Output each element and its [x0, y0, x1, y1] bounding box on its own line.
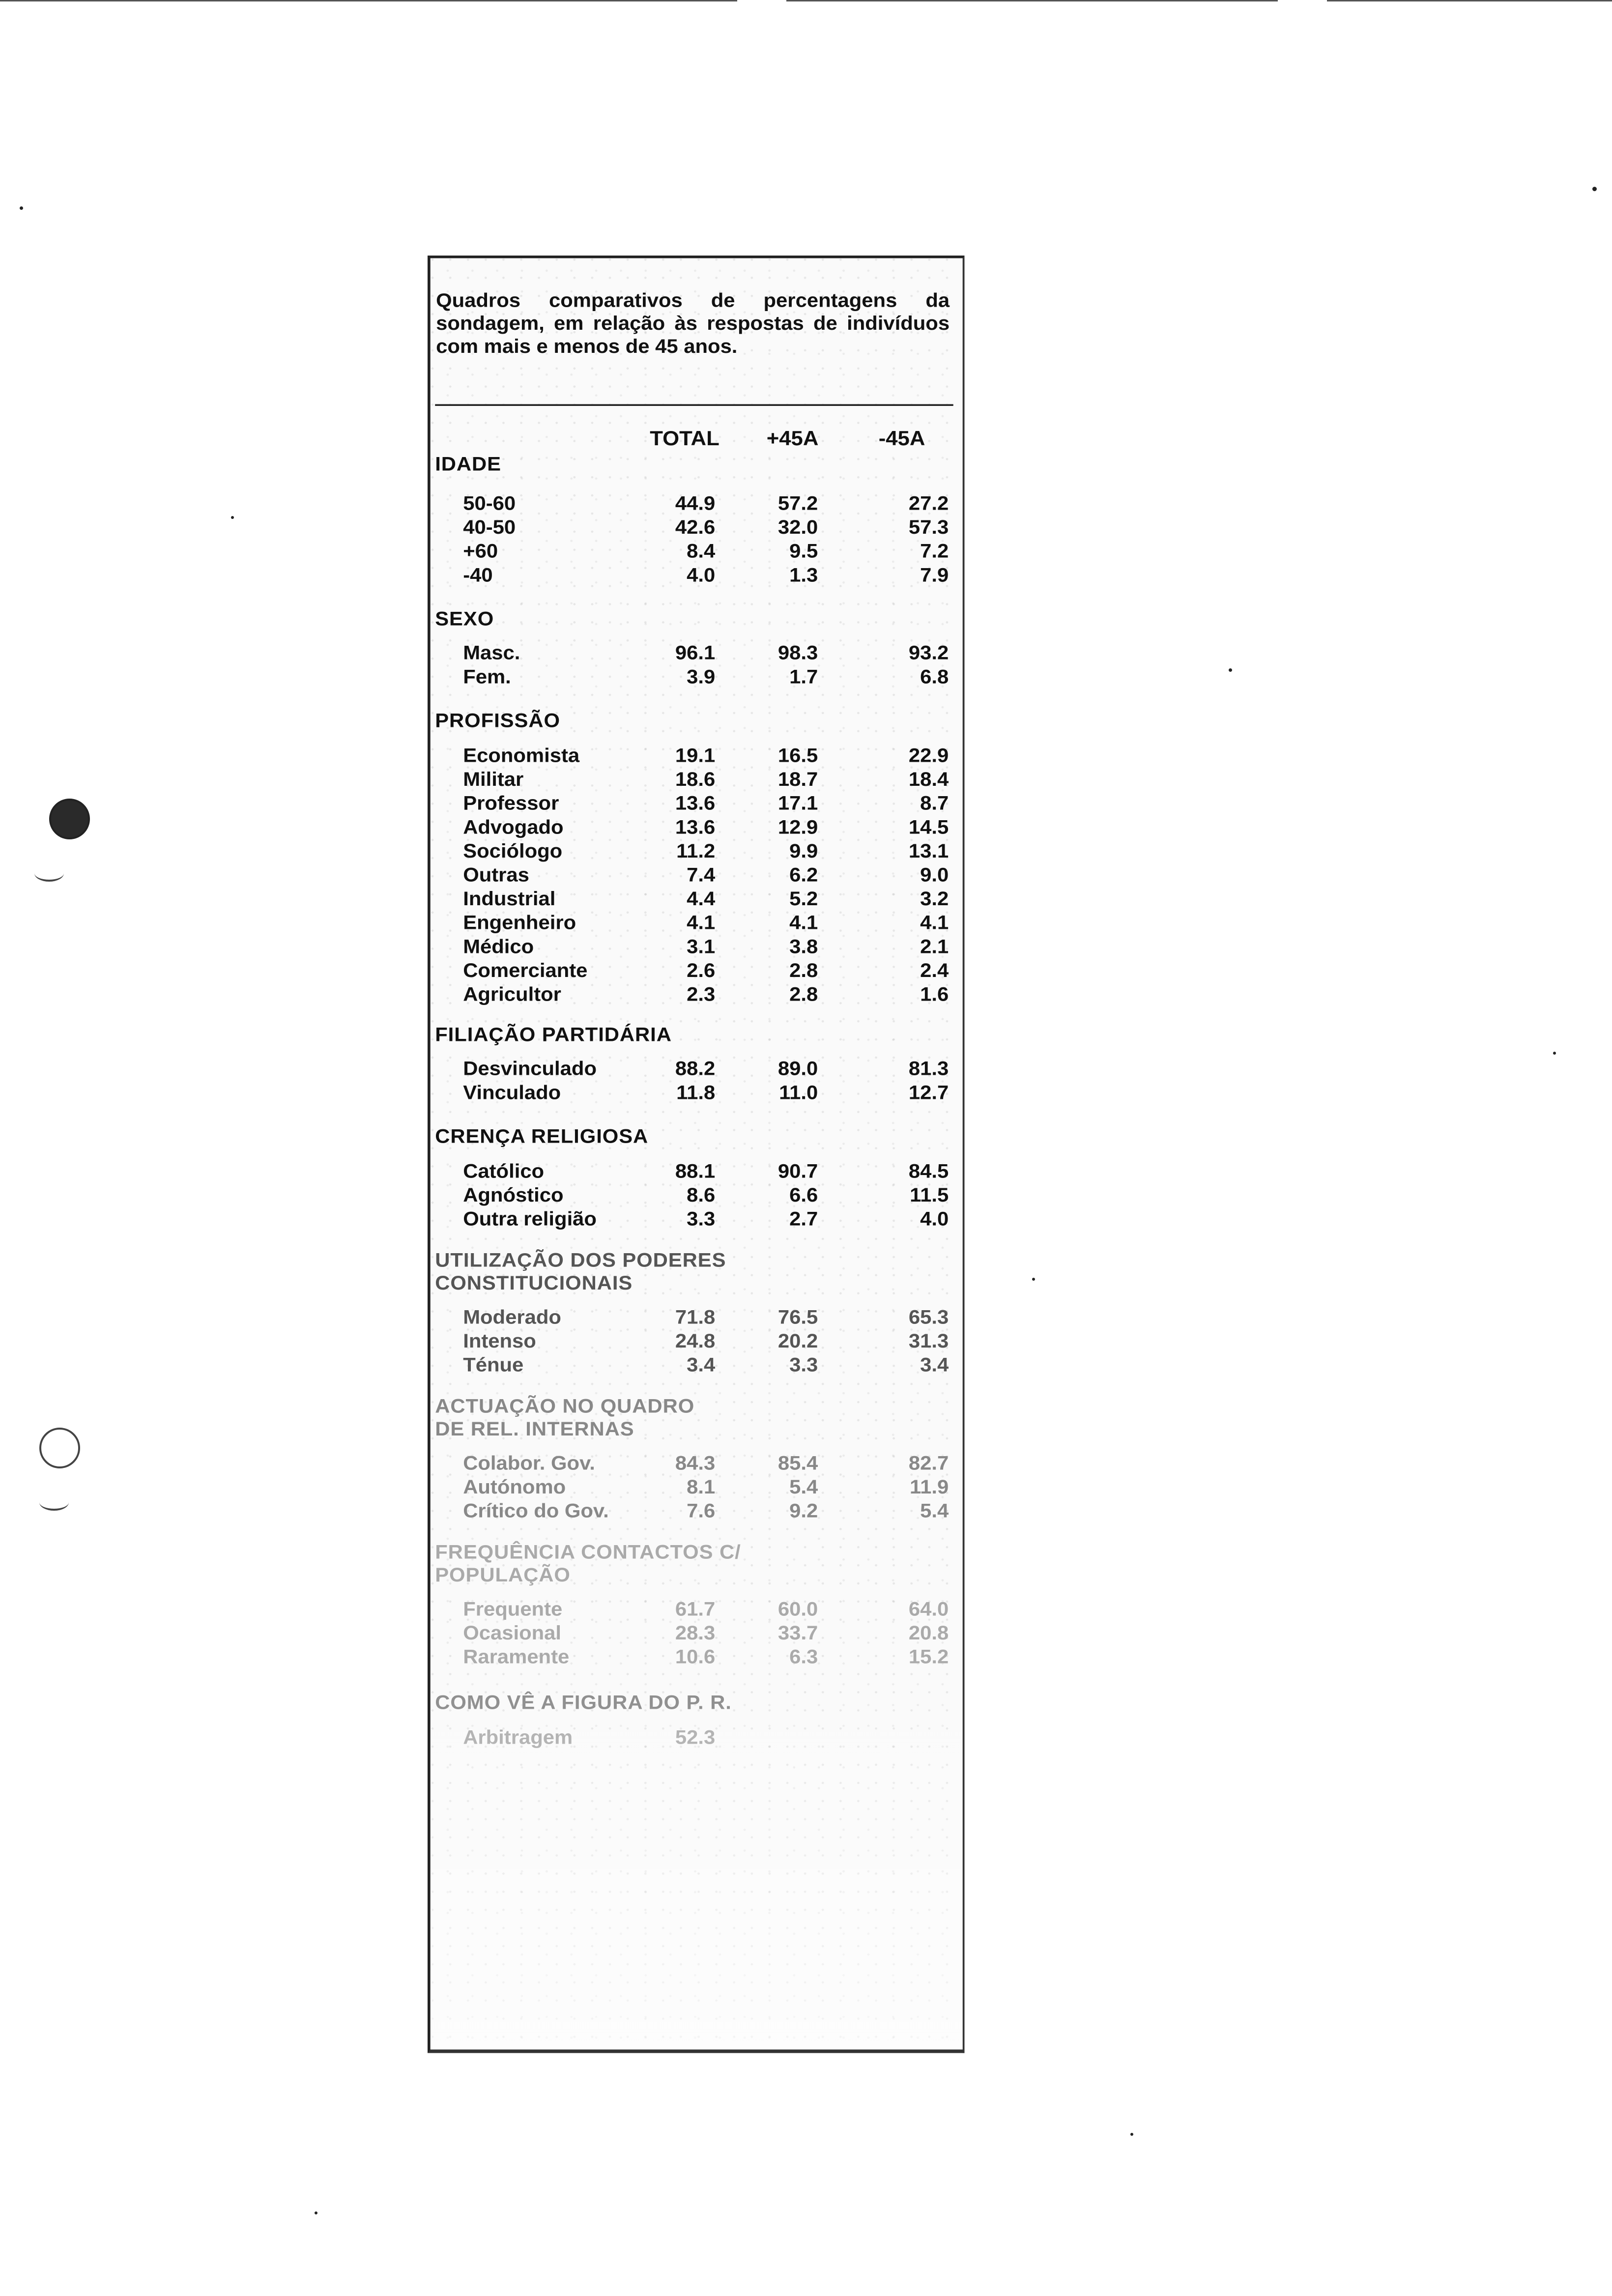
value-plus45: 85.4 [777, 1452, 818, 1474]
value-plus45: 76.5 [777, 1306, 818, 1328]
row-label: Ténue [463, 1354, 524, 1376]
value-plus45: 90.7 [777, 1160, 818, 1182]
section-title-sexo: SEXO [435, 608, 494, 630]
value-total: 42.6 [675, 517, 716, 539]
section-title-filiacao: FILIAÇÃO PARTIDÁRIA [435, 1024, 672, 1046]
row-label: Moderado [463, 1306, 561, 1328]
value-minus45: 5.4 [920, 1500, 949, 1522]
value-total: 8.1 [687, 1476, 716, 1498]
value-total: 11.8 [676, 1082, 716, 1104]
value-minus45: 18.4 [908, 769, 949, 791]
value-minus45: 82.7 [908, 1452, 949, 1474]
table-row [431, 960, 958, 984]
value-total: 7.4 [687, 864, 716, 886]
value-minus45: 12.7 [908, 1082, 949, 1104]
value-total: 44.9 [675, 492, 716, 515]
value-minus45: 22.9 [908, 745, 949, 767]
section-title-idade: IDADE [435, 453, 502, 475]
row-label: Economista [463, 745, 580, 767]
value-total: 71.8 [675, 1306, 716, 1328]
table-row [431, 793, 958, 817]
row-label: Frequente [463, 1598, 563, 1620]
value-minus45: 1.6 [920, 983, 949, 1005]
value-total: 24.8 [675, 1330, 716, 1352]
value-minus45: 13.1 [908, 840, 949, 862]
value-plus45: 16.5 [777, 745, 818, 767]
row-label: Crítico do Gov. [463, 1500, 609, 1522]
value-minus45: 31.3 [908, 1330, 949, 1352]
table-row [431, 1160, 958, 1184]
table-row [431, 492, 958, 517]
value-minus45: 11.9 [910, 1476, 949, 1498]
value-total: 8.6 [687, 1184, 716, 1206]
row-label: Autónomo [463, 1476, 566, 1498]
table-row [431, 1598, 958, 1622]
row-label: Advogado [463, 816, 564, 838]
punch-hole-bottom-icon [39, 1428, 80, 1468]
value-plus45: 1.3 [789, 564, 818, 586]
row-label: -40 [463, 564, 493, 586]
value-plus45: 20.2 [777, 1330, 818, 1352]
value-plus45: 3.3 [789, 1354, 818, 1376]
table-row [431, 840, 958, 864]
value-total: 10.6 [675, 1646, 716, 1668]
value-total: 3.9 [687, 666, 716, 688]
value-plus45: 2.8 [789, 983, 818, 1005]
table-row [431, 1500, 958, 1524]
value-total: 4.4 [687, 888, 716, 910]
value-total: 3.1 [687, 936, 716, 958]
table-row [431, 1208, 958, 1233]
value-plus45: 6.3 [789, 1646, 818, 1668]
value-minus45: 93.2 [908, 642, 949, 664]
table-row [431, 541, 958, 565]
value-plus45: 57.2 [777, 492, 818, 515]
hole-bracket-icon [39, 1494, 69, 1511]
value-plus45: 9.2 [789, 1500, 818, 1522]
table-row [431, 816, 958, 840]
table-row [431, 912, 958, 936]
section-title-frequencia: FREQUÊNCIA CONTACTOS C/ POPULAÇÃO [435, 1541, 741, 1586]
value-total: 61.7 [675, 1598, 716, 1620]
value-plus45: 89.0 [777, 1058, 818, 1080]
section-title-actuacao: ACTUAÇÃO NO QUADRO DE REL. INTERNAS [435, 1395, 695, 1440]
speck [1130, 2133, 1133, 2136]
value-plus45: 1.7 [789, 666, 818, 688]
value-total: 52.3 [675, 1726, 716, 1749]
intro-text: Quadros comparativos de percentagens da sondagem, em relação às respostas de indivíduos com mais e menos de 45 anos. [436, 289, 950, 357]
value-plus45: 17.1 [777, 792, 818, 814]
row-label: +60 [463, 540, 498, 562]
value-minus45: 6.8 [920, 666, 949, 688]
row-label: Intenso [463, 1330, 536, 1352]
value-plus45: 5.4 [789, 1476, 818, 1498]
table-row [431, 888, 958, 912]
value-minus45: 3.2 [920, 888, 949, 910]
table-row [431, 1646, 958, 1670]
value-total: 2.3 [687, 983, 716, 1005]
row-label: Ocasional [463, 1622, 561, 1644]
top-border-line [0, 0, 1612, 3]
speck [20, 206, 23, 210]
table-row [431, 983, 958, 1007]
table-row [431, 1306, 958, 1330]
speck [1592, 187, 1597, 191]
table-row [431, 1184, 958, 1208]
section-title-crenca: CRENÇA RELIGIOSA [435, 1125, 649, 1148]
value-minus45: 2.1 [920, 936, 949, 958]
column-header-minus45: -45A [878, 427, 925, 450]
row-label: Comerciante [463, 959, 588, 981]
value-minus45: 7.9 [920, 564, 949, 586]
value-minus45: 57.3 [908, 517, 949, 539]
value-plus45: 9.9 [789, 840, 818, 862]
value-plus45: 4.1 [789, 912, 818, 934]
value-plus45: 33.7 [777, 1622, 818, 1644]
table-row [431, 564, 958, 588]
row-label: Fem. [463, 666, 511, 688]
value-minus45: 81.3 [908, 1058, 949, 1080]
value-plus45: 98.3 [777, 642, 818, 664]
row-label: Católico [463, 1160, 545, 1182]
row-label: Vinculado [463, 1082, 561, 1104]
row-label: 40-50 [463, 517, 516, 539]
value-minus45: 64.0 [908, 1598, 949, 1620]
value-minus45: 2.4 [920, 959, 949, 981]
row-label: Militar [463, 769, 524, 791]
table-row [431, 1622, 958, 1646]
table-row [431, 1476, 958, 1500]
row-label: Masc. [463, 642, 520, 664]
value-plus45: 6.2 [789, 864, 818, 886]
value-total: 13.6 [675, 792, 716, 814]
value-minus45: 65.3 [908, 1306, 949, 1328]
value-plus45: 3.8 [789, 936, 818, 958]
row-label: 50-60 [463, 492, 516, 515]
table-row [431, 1354, 958, 1378]
section-title-utilizacao: UTILIZAÇÃO DOS PODERES CONSTITUCIONAIS [435, 1249, 726, 1294]
row-label: Sociólogo [463, 840, 563, 862]
row-label: Outras [463, 864, 529, 886]
value-total: 28.3 [675, 1622, 716, 1644]
value-minus45: 15.2 [908, 1646, 949, 1668]
value-plus45: 2.8 [789, 959, 818, 981]
row-label: Professor [463, 792, 559, 814]
speck [1553, 1052, 1556, 1055]
row-label: Arbitragem [463, 1726, 573, 1749]
value-total: 18.6 [675, 769, 716, 791]
value-total: 88.2 [675, 1058, 716, 1080]
value-total: 4.0 [687, 564, 716, 586]
value-total: 3.3 [687, 1208, 716, 1230]
hole-bracket-icon [34, 865, 64, 882]
value-total: 88.1 [675, 1160, 716, 1182]
value-minus45: 9.0 [920, 864, 949, 886]
value-minus45: 4.1 [920, 912, 949, 934]
value-total: 11.2 [676, 840, 716, 862]
value-total: 13.6 [675, 816, 716, 838]
value-total: 2.6 [687, 959, 716, 981]
value-minus45: 3.4 [920, 1354, 949, 1376]
column-header-total: TOTAL [650, 427, 720, 450]
table-row [431, 864, 958, 888]
value-minus45: 8.7 [920, 792, 949, 814]
speck [231, 516, 234, 519]
newspaper-clipping [408, 216, 1047, 2035]
table-row [431, 936, 958, 960]
value-plus45: 6.6 [789, 1184, 818, 1206]
row-label: Industrial [463, 888, 556, 910]
value-total: 19.1 [675, 745, 716, 767]
row-label: Colabor. Gov. [463, 1452, 595, 1474]
row-label: Desvinculado [463, 1058, 597, 1080]
row-label: Raramente [463, 1646, 570, 1668]
value-minus45: 4.0 [920, 1208, 949, 1230]
table-row [431, 1452, 958, 1476]
row-label: Engenheiro [463, 912, 576, 934]
value-minus45: 7.2 [920, 540, 949, 562]
header-rule [435, 404, 953, 406]
value-plus45: 2.7 [789, 1208, 818, 1230]
speck [315, 2211, 317, 2214]
value-minus45: 14.5 [908, 816, 949, 838]
table-row [431, 1726, 958, 1751]
value-minus45: 20.8 [908, 1622, 949, 1644]
clipping-frame [428, 256, 965, 2053]
value-plus45: 32.0 [777, 517, 818, 539]
value-total: 96.1 [675, 642, 716, 664]
row-label: Agnóstico [463, 1184, 564, 1206]
value-plus45: 60.0 [777, 1598, 818, 1620]
value-total: 8.4 [687, 540, 716, 562]
row-label: Agricultor [463, 983, 561, 1005]
section-title-figura-pr: COMO VÊ A FIGURA DO P. R. [435, 1692, 732, 1714]
value-total: 4.1 [687, 912, 716, 934]
value-plus45: 12.9 [777, 816, 818, 838]
value-plus45: 18.7 [777, 769, 818, 791]
table-row [431, 769, 958, 793]
value-plus45: 9.5 [789, 540, 818, 562]
table-row [431, 745, 958, 769]
table-row [431, 517, 958, 541]
value-total: 3.4 [687, 1354, 716, 1376]
punch-hole-top-icon [49, 799, 90, 839]
table-row [431, 1330, 958, 1354]
speck [1229, 668, 1232, 672]
value-total: 7.6 [687, 1500, 716, 1522]
row-label: Outra religião [463, 1208, 597, 1230]
table-row [431, 1082, 958, 1106]
value-total: 84.3 [675, 1452, 716, 1474]
section-title-profissao: PROFISSÃO [435, 710, 560, 732]
value-minus45: 11.5 [910, 1184, 949, 1206]
row-label: Médico [463, 936, 534, 958]
table-row [431, 1058, 958, 1082]
table-row [431, 666, 958, 690]
value-plus45: 11.0 [779, 1082, 818, 1104]
value-minus45: 84.5 [908, 1160, 949, 1182]
value-plus45: 5.2 [789, 888, 818, 910]
column-header-plus45: +45A [766, 427, 819, 450]
value-minus45: 27.2 [908, 492, 949, 515]
table-row [431, 642, 958, 666]
